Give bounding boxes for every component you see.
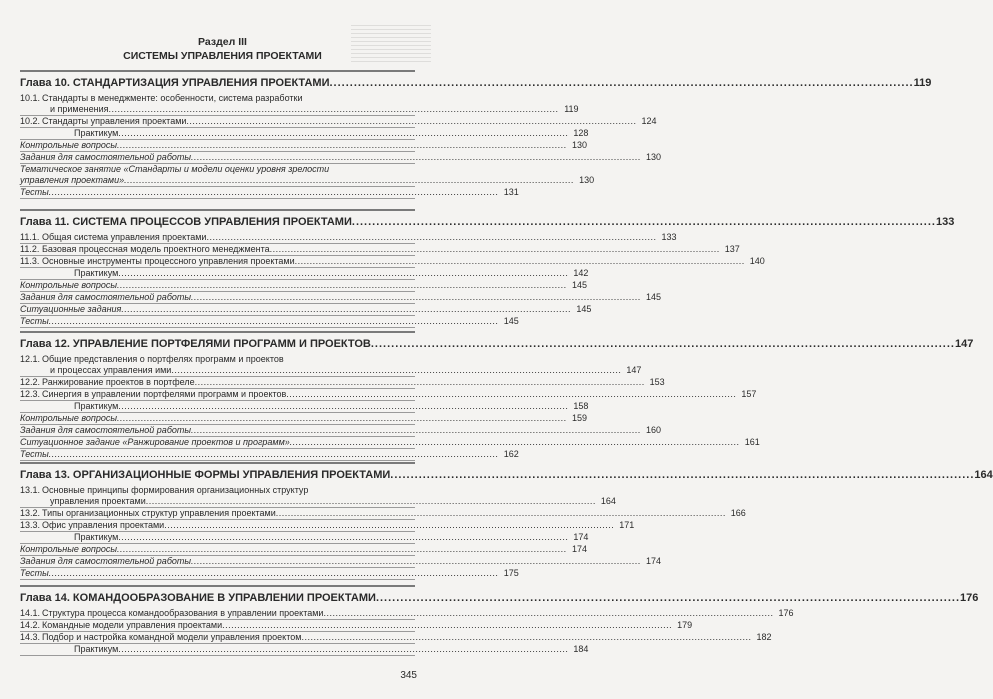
toc-entry[interactable] — [20, 608, 794, 620]
entry-text: Практикум — [74, 128, 119, 138]
toc-entry[interactable] — [20, 620, 693, 632]
entry-number — [20, 268, 42, 279]
entry-page: 137 — [724, 244, 740, 254]
toc-entry[interactable] — [20, 256, 765, 268]
entry-text: Контрольные вопросы — [20, 544, 117, 554]
chapter-title: Глава 11. СИСТЕМА ПРОЦЕССОВ УПРАВЛЕНИЯ ПРОЕКТАМИ — [20, 216, 352, 228]
leader-dots — [191, 152, 641, 163]
toc-entry[interactable] — [20, 544, 588, 556]
entry-page: 166 — [730, 508, 746, 518]
entry-page: 184 — [573, 644, 589, 654]
chapter-title-row[interactable] — [20, 337, 974, 351]
entry-text: Общая система управления проектами — [42, 232, 207, 242]
entry-page: 162 — [503, 449, 519, 459]
entry-number — [20, 532, 42, 543]
entry-page: 158 — [573, 401, 589, 411]
entry-page: 164 — [600, 496, 616, 506]
leader-dots — [390, 468, 974, 482]
entry-page: 171 — [619, 520, 635, 530]
chapter-page: 119 — [913, 77, 932, 89]
entry-text: управления проектами» — [20, 175, 125, 185]
leader-dots — [49, 449, 499, 460]
entry-number: 10.2. — [20, 116, 41, 126]
toc-entry[interactable] — [20, 449, 519, 461]
leader-dots — [191, 425, 641, 436]
toc-entry[interactable] — [20, 413, 588, 425]
chapter-title: Глава 12. УПРАВЛЕНИЕ ПОРТФЕЛЯМИ ПРОГРАММ И ПРОЕКТОВ — [20, 338, 371, 350]
toc-entry[interactable] — [20, 644, 589, 656]
leader-dots — [329, 76, 913, 90]
entry-page: 147 — [626, 365, 642, 375]
toc-entry[interactable] — [20, 632, 772, 644]
leader-dots — [49, 316, 499, 327]
leader-dots — [146, 496, 596, 507]
toc-entry[interactable] — [20, 187, 519, 199]
entry-text: Стандарты управления проектами — [42, 116, 187, 126]
entry-number: 14.3. — [20, 632, 41, 642]
leader-dots — [117, 413, 567, 424]
leader-dots — [270, 244, 720, 255]
entry-text: и применения — [50, 104, 109, 114]
toc-entry[interactable] — [20, 292, 662, 304]
toc-entry[interactable] — [20, 128, 589, 140]
toc-entry[interactable] — [20, 354, 642, 377]
leader-dots — [276, 508, 726, 519]
leader-dots — [118, 268, 568, 279]
entry-text: Практикум — [74, 532, 119, 542]
toc-entry[interactable] — [20, 268, 589, 280]
entry-text: Основные инструменты процессного управления проектами — [42, 256, 295, 266]
leader-dots — [222, 620, 672, 631]
leader-dots — [118, 128, 568, 139]
toc-entry[interactable] — [20, 164, 595, 187]
leader-dots — [108, 104, 558, 115]
toc-entry[interactable] — [20, 152, 662, 164]
leader-dots — [49, 568, 499, 579]
entry-number: 14.1. — [20, 608, 41, 618]
chapter-page: 147 — [954, 338, 974, 350]
chapter-page: 164 — [974, 469, 993, 481]
entry-number: 14.2. — [20, 620, 41, 630]
toc-entry[interactable] — [20, 568, 519, 580]
entry-text: Основные принципы формирования организационных структур — [42, 485, 309, 495]
entry-number — [20, 644, 42, 655]
leader-dots — [195, 377, 645, 388]
leader-dots — [290, 437, 740, 448]
section-label: Раздел III — [198, 36, 247, 48]
entry-text: Контрольные вопросы — [20, 140, 117, 150]
toc-entry[interactable] — [20, 232, 677, 244]
toc-entry[interactable] — [20, 508, 746, 520]
entry-page: 124 — [641, 116, 657, 126]
entry-number — [20, 128, 42, 139]
entry-text: Тесты — [20, 449, 49, 459]
leader-dots — [118, 401, 568, 412]
entry-number: 11.3. — [20, 256, 40, 266]
toc-entry[interactable] — [20, 401, 589, 413]
leader-dots — [117, 140, 567, 151]
leader-dots — [191, 292, 641, 303]
chapter-block — [20, 585, 979, 656]
entry-page: 128 — [573, 128, 589, 138]
entry-text: Практикум — [74, 268, 119, 278]
chapter-block — [20, 70, 932, 199]
chapter-page: 133 — [935, 216, 955, 228]
chapter-title-row[interactable] — [20, 215, 955, 229]
entry-page: 130 — [579, 175, 595, 185]
entry-text: Практикум — [74, 644, 119, 654]
entry-page: 176 — [778, 608, 794, 618]
leader-dots — [49, 187, 499, 198]
entry-text: Задания для самостоятельной работы — [20, 292, 191, 302]
entry-page: 130 — [572, 140, 588, 150]
leader-dots — [206, 232, 656, 243]
toc-entry[interactable] — [20, 389, 757, 401]
entry-text: Контрольные вопросы — [20, 413, 117, 423]
entry-page: 133 — [661, 232, 677, 242]
toc-entry[interactable] — [20, 532, 589, 544]
leader-dots — [124, 175, 574, 186]
toc-entry[interactable] — [20, 316, 519, 328]
toc-entry[interactable] — [20, 93, 579, 116]
entry-text: Типы организационных структур управления проектами — [42, 508, 276, 518]
entry-text: Ситуационные задания — [20, 304, 122, 314]
chapter-title-row[interactable] — [20, 468, 993, 482]
entry-page: 161 — [744, 437, 760, 447]
toc-entry[interactable] — [20, 140, 588, 152]
entry-page: 174 — [646, 556, 662, 566]
leader-dots — [323, 608, 773, 619]
entry-text: и процессах управления ими — [50, 365, 172, 375]
entry-text: Офис управления проектами — [42, 520, 165, 530]
entry-number: 12.1. — [20, 354, 41, 364]
leader-dots — [171, 365, 621, 376]
toc-entry[interactable] — [20, 520, 635, 532]
leader-dots — [118, 644, 568, 655]
entry-page: 145 — [576, 304, 592, 314]
leader-dots — [286, 389, 736, 400]
entry-text: Подбор и настройка командной модели управления проектом — [42, 632, 302, 642]
entry-text: Задания для самостоятельной работы — [20, 152, 191, 162]
entry-number: 12.3. — [20, 389, 41, 399]
leader-dots — [117, 544, 567, 555]
entry-number: 13.1. — [20, 485, 41, 495]
chapter-title: Глава 13. ОРГАНИЗАЦИОННЫЕ ФОРМЫ УПРАВЛЕНИЯ ПРОЕКТАМИ — [20, 469, 391, 481]
entry-text: Ситуационное задание «Ранжирование проектов и программ» — [20, 437, 290, 447]
leader-dots — [118, 532, 568, 543]
entry-page: 145 — [503, 316, 519, 326]
entry-text: Стандарты в менеджменте: особенности, система разработки — [42, 93, 303, 103]
entry-text: Базовая процессная модель проектного менеджмента — [42, 244, 270, 254]
chapter-block — [20, 209, 955, 328]
entry-page: 119 — [564, 104, 579, 114]
entry-page: 140 — [749, 256, 765, 266]
entry-text: Практикум — [74, 401, 119, 411]
entry-text: Тематическое занятие «Стандарты и модели оценки уровня зрелости — [20, 164, 330, 174]
leader-dots — [295, 256, 745, 267]
entry-text: Структура процесса командообразования в управлении проектами — [42, 608, 324, 618]
toc-entry[interactable] — [20, 280, 588, 292]
chapter-page: 176 — [960, 592, 979, 604]
entry-page: 131 — [503, 187, 519, 197]
entry-text: Ранжирование проектов в портфеле — [42, 377, 195, 387]
entry-text: Задания для самостоятельной работы — [20, 425, 191, 435]
entry-page: 175 — [503, 568, 519, 578]
entry-number: 12.2. — [20, 377, 41, 387]
entry-number: 11.1. — [20, 232, 40, 242]
entry-page: 142 — [573, 268, 589, 278]
page-number: 345 — [400, 670, 417, 681]
leader-dots — [164, 520, 614, 531]
leader-dots — [117, 280, 567, 291]
entry-number: 10.1. — [20, 93, 41, 103]
entry-page: 159 — [572, 413, 588, 423]
chapter-title-row[interactable] — [20, 76, 932, 90]
entry-text: Тесты — [20, 316, 49, 326]
entry-text: Задания для самостоятельной работы — [20, 556, 191, 566]
toc-entry[interactable] — [20, 116, 657, 128]
leader-dots — [301, 632, 751, 643]
leader-dots — [352, 215, 936, 229]
toc-entry[interactable] — [20, 556, 662, 568]
entry-page: 157 — [741, 389, 757, 399]
entry-number — [20, 401, 42, 412]
entry-page: 174 — [573, 532, 589, 542]
toc-entry[interactable] — [20, 425, 662, 437]
toc-entry[interactable] — [20, 485, 616, 508]
chapter-title-row[interactable] — [20, 591, 979, 605]
entry-text: управления проектами — [50, 496, 146, 506]
entry-page: 153 — [649, 377, 665, 387]
entry-text: Командные модели управления проектами — [42, 620, 223, 630]
entry-text: Синергия в управлении портфелями программ и проектов — [42, 389, 287, 399]
entry-page: 179 — [677, 620, 693, 630]
leader-dots — [371, 337, 955, 351]
leader-dots — [191, 556, 641, 567]
entry-page: 145 — [646, 292, 662, 302]
entry-page: 130 — [646, 152, 662, 162]
entry-number: 13.3. — [20, 520, 41, 530]
leader-dots — [186, 116, 636, 127]
toc-entry[interactable] — [20, 437, 760, 449]
leader-dots — [376, 591, 960, 605]
entry-text: Общие представления о портфелях программ и проектов — [42, 354, 284, 364]
chapter-title: Глава 14. КОМАНДООБРАЗОВАНИЕ В УПРАВЛЕНИИ ПРОЕКТАМИ — [20, 592, 376, 604]
entry-page: 174 — [572, 544, 588, 554]
entry-number: 13.2. — [20, 508, 41, 518]
chapter-block — [20, 331, 974, 461]
entry-text: Тесты — [20, 187, 49, 197]
toc-entry[interactable] — [20, 244, 740, 256]
entry-page: 160 — [646, 425, 662, 435]
entry-page: 145 — [572, 280, 588, 290]
chapter-block — [20, 462, 993, 580]
entry-text: Контрольные вопросы — [20, 280, 117, 290]
entry-number: 11.2. — [20, 244, 40, 254]
chapter-title: Глава 10. СТАНДАРТИЗАЦИЯ УПРАВЛЕНИЯ ПРОЕКТАМИ — [20, 77, 330, 89]
entry-text: Тесты — [20, 568, 49, 578]
toc-entry[interactable] — [20, 304, 592, 316]
leader-dots — [121, 304, 571, 315]
section-title: СИСТЕМЫ УПРАВЛЕНИЯ ПРОЕКТАМИ — [123, 50, 322, 62]
entry-page: 182 — [756, 632, 772, 642]
toc-entry[interactable] — [20, 377, 665, 389]
